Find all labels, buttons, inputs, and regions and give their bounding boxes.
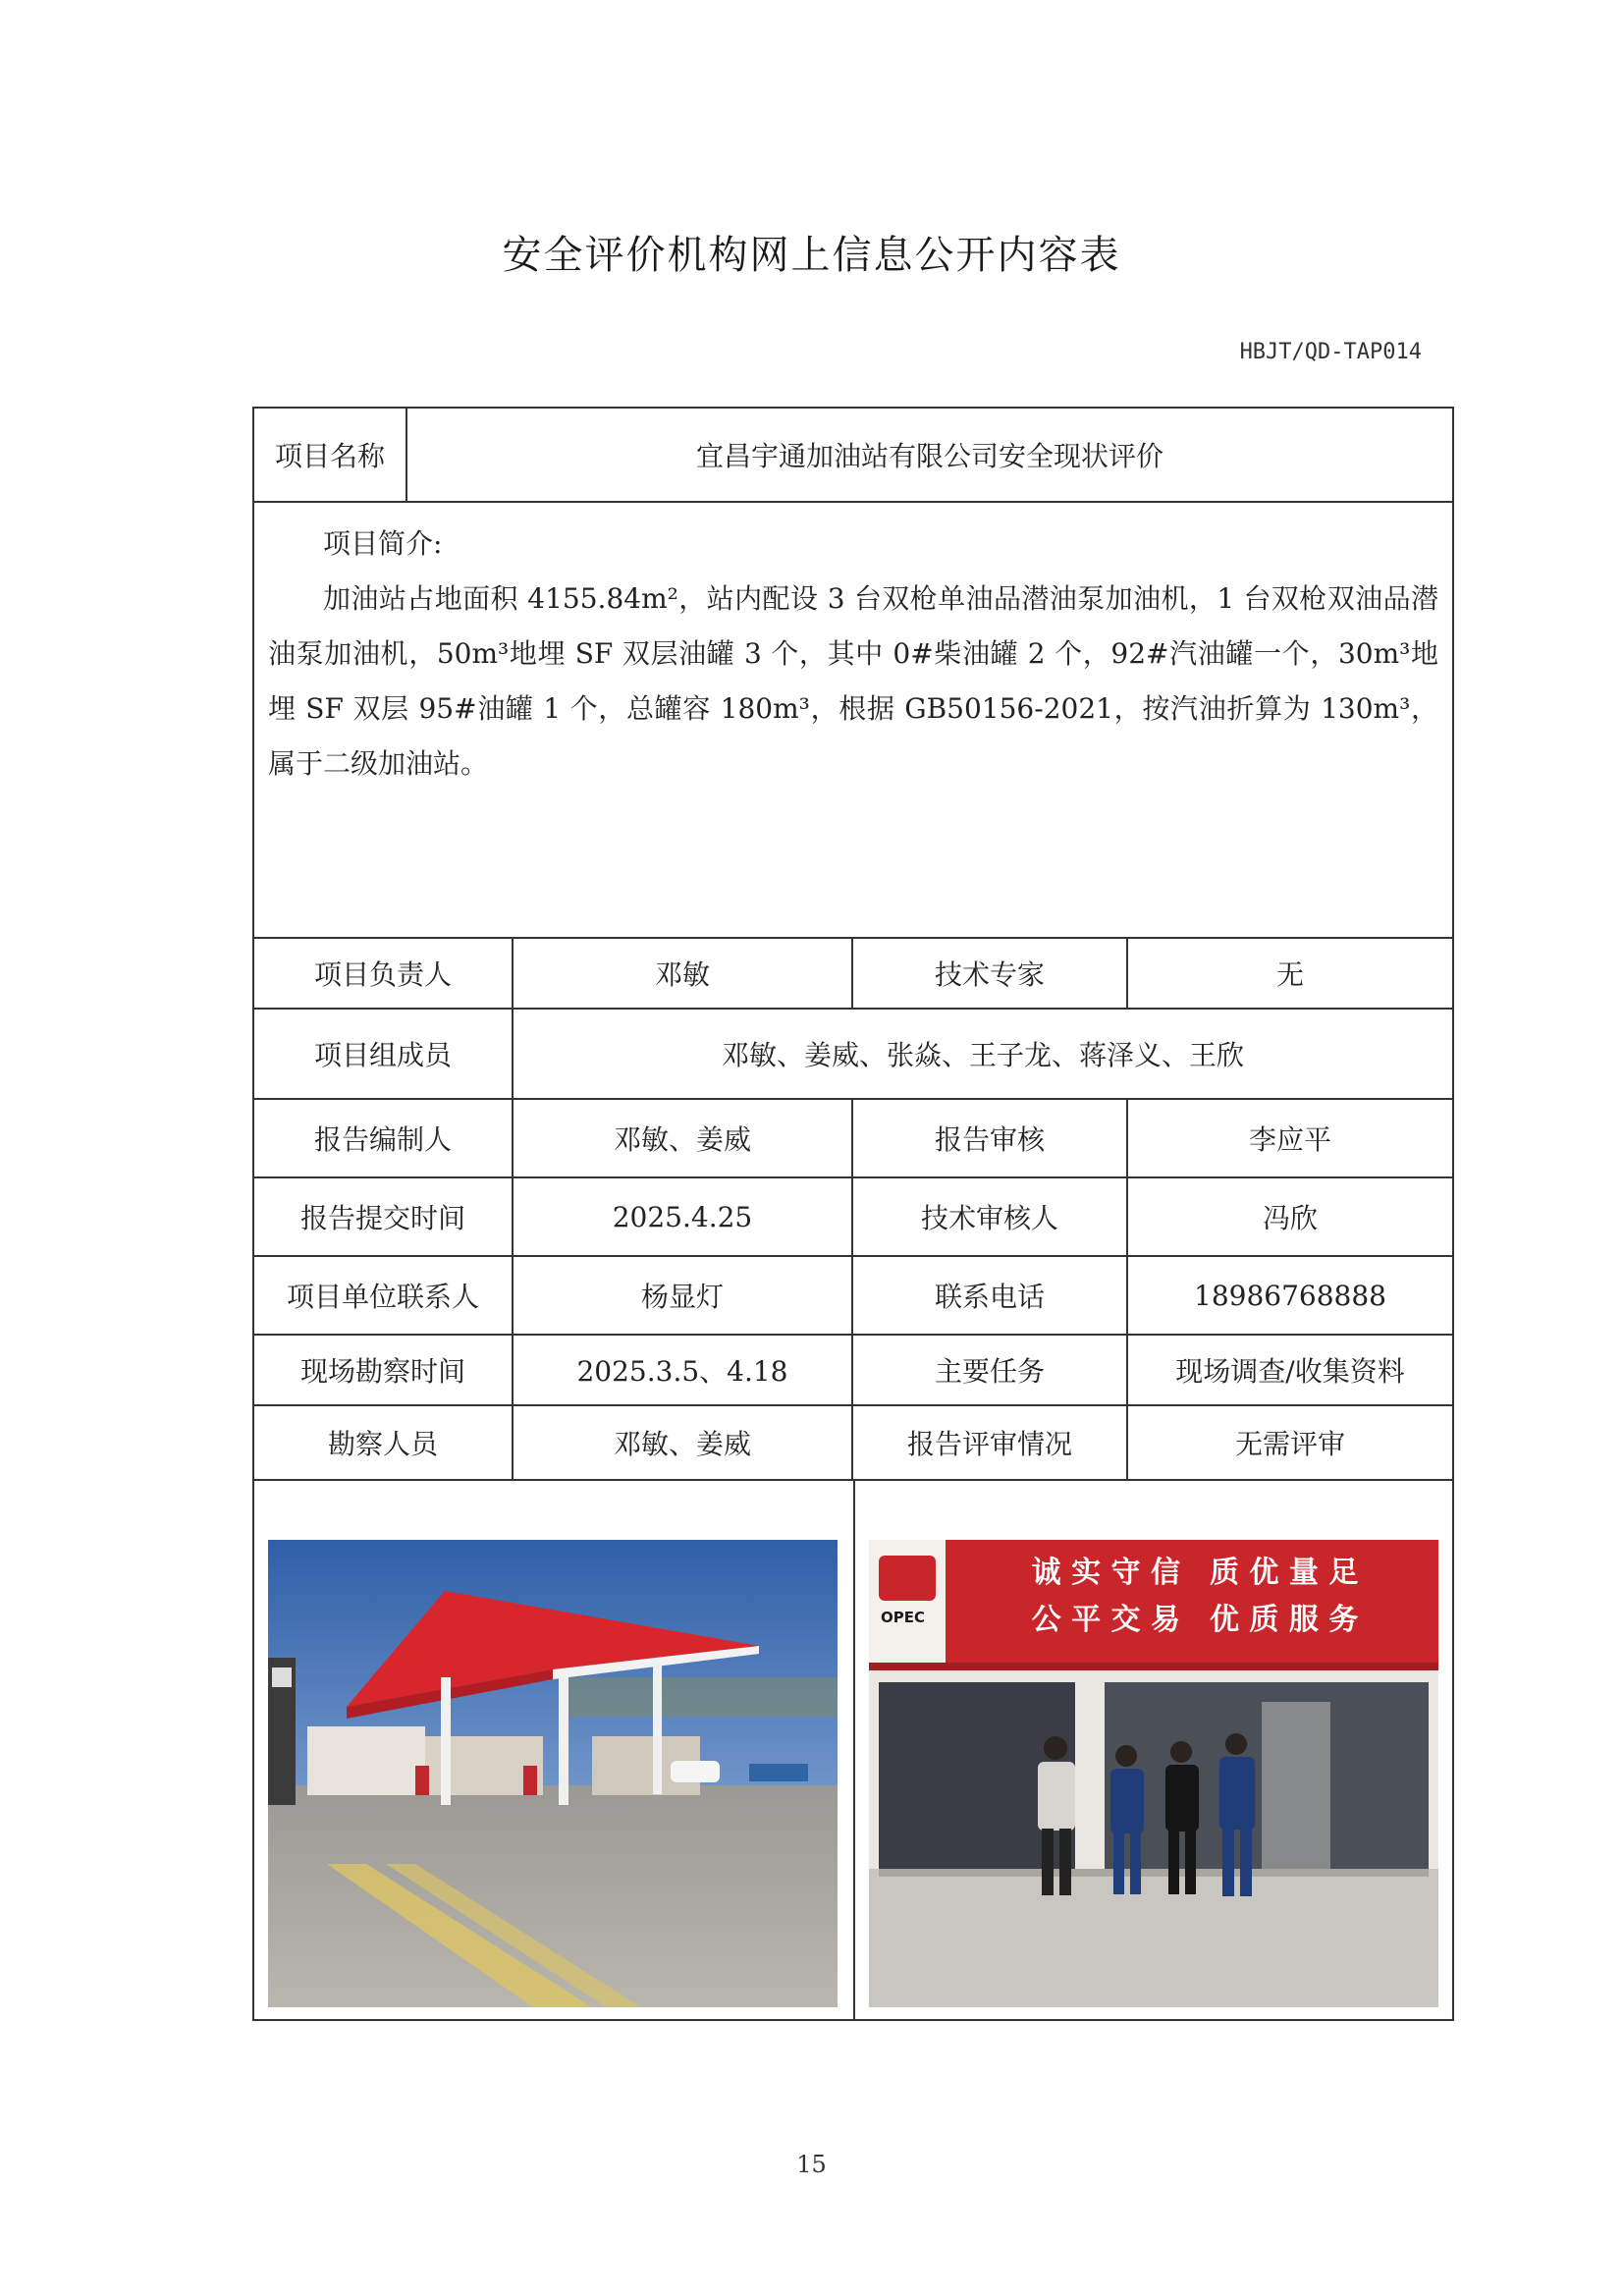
surveyors-value: 邓敏、姜威 xyxy=(514,1406,853,1479)
survey-time-label: 现场勘察时间 xyxy=(254,1336,514,1404)
project-name-label: 项目名称 xyxy=(254,409,407,501)
row-members xyxy=(254,1010,1452,1100)
author-value: 邓敏、姜威 xyxy=(514,1100,853,1176)
page-number: 15 xyxy=(796,2151,827,2178)
row-project-name xyxy=(254,409,1452,503)
review-value: 李应平 xyxy=(1248,1123,1331,1156)
project-name-value: 宜昌宇通加油站有限公司安全现状评价 xyxy=(695,440,1163,472)
contact-label: 项目单位联系人 xyxy=(254,1257,514,1334)
members-label: 项目组成员 xyxy=(254,1010,514,1098)
sign-line-1: 诚 实 守 信 质 优 量 足 xyxy=(1031,1556,1359,1590)
expert-label: 技术专家 xyxy=(853,939,1128,1008)
contact-value: 杨显灯 xyxy=(514,1257,853,1334)
sign-logo-text: OPEC xyxy=(881,1609,925,1626)
intro-label: 项目简介: xyxy=(323,527,443,560)
tech-reviewer-value: 冯欣 xyxy=(1262,1202,1318,1234)
submit-time-value: 2025.4.25 xyxy=(514,1178,853,1255)
expert-value: 无 xyxy=(1275,958,1304,991)
row-author xyxy=(254,1100,1452,1178)
review-status-label: 报告评审情况 xyxy=(853,1406,1128,1479)
review-status-value: 无需评审 xyxy=(1234,1428,1345,1460)
phone-value: 18986768888 xyxy=(1194,1279,1386,1312)
row-submit-time xyxy=(254,1178,1452,1257)
form-code: HBJT/QD-TAP014 xyxy=(1239,340,1422,364)
survey-time-value: 2025.3.5、4.18 xyxy=(514,1336,853,1404)
surveyors-label: 勘察人员 xyxy=(254,1406,514,1479)
storefront-photo xyxy=(869,1540,1438,2007)
photo-divider xyxy=(853,1481,855,2019)
members-value: 邓敏、姜威、张焱、王子龙、蒋泽义、王欣 xyxy=(721,1039,1244,1071)
project-intro xyxy=(254,503,1452,939)
intro-text: 加油站占地面积 4155.84m²，站内配设 3 台双枪单油品潜油泵加油机，1 台双枪双油品潜油泵加油机，50m³地埋 SF 双层油罐 3 个，其中 0#柴油罐 2 个，92#汽油罐一个，30m³地埋 SF 双层 95#油罐 1 个，总罐容 180m³，根据 GB50156-2021，按汽油折算为 130m³，属于二级加油站。 xyxy=(268,582,1438,780)
sign-line-2: 公 平 交 易 优 质 服 务 xyxy=(1031,1603,1359,1637)
row-leader xyxy=(254,939,1452,1010)
task-value: 现场调查/收集资料 xyxy=(1175,1355,1405,1388)
leader-label: 项目负责人 xyxy=(254,939,514,1008)
row-contact xyxy=(254,1257,1452,1336)
phone-label: 联系电话 xyxy=(853,1257,1128,1334)
row-survey-time xyxy=(254,1336,1452,1406)
task-label: 主要任务 xyxy=(853,1336,1128,1404)
author-label: 报告编制人 xyxy=(254,1100,514,1176)
row-surveyors xyxy=(254,1406,1452,1481)
gas-station-photo xyxy=(268,1540,838,2007)
leader-value: 邓敏 xyxy=(514,939,853,1008)
document-title: 安全评价机构网上信息公开内容表 xyxy=(502,233,1121,278)
review-label: 报告审核 xyxy=(853,1100,1128,1176)
submit-time-label: 报告提交时间 xyxy=(254,1178,514,1255)
tech-reviewer-label: 技术审核人 xyxy=(853,1178,1128,1255)
info-table xyxy=(252,407,1454,2021)
